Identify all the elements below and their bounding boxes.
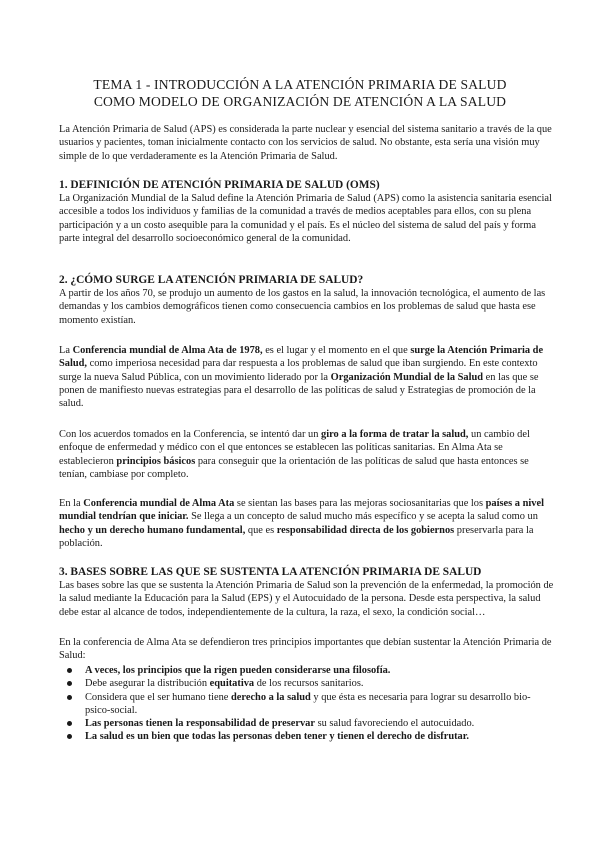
alma-ata-1978: Conferencia mundial de Alma Ata de 1978, [72, 345, 263, 356]
paises-nivel-mundial: países a nivel mundial tendrían que iniciar. [59, 498, 544, 523]
alma-ata-conference: Conferencia mundial de Alma Ata [83, 498, 235, 509]
principles-list [59, 664, 555, 744]
giro-salud: giro a la forma de tratar la salud, [321, 429, 469, 440]
list-item: Las personas tienen la responsabilidad de preservar su salud favoreciendo el autocuidado. [59, 717, 555, 730]
list-item: Considera que el ser humano tiene derecho a la salud y que ésta es necesaria para lograr su desarrollo bio-psico-social. [59, 691, 555, 718]
intro-paragraph: La Atención Primaria de Salud (APS) es considerada la parte nuclear y esencial del sistema sanitario a través de la que usuarios y pacientes, toman inicialmente contacto con los servicios de salud. No obstante, esta sería una visión muy simple de lo que verdaderamente es la Atención Primaria de Salud. [59, 124, 552, 162]
list-item: Debe asegurar la distribución equitativa de los recursos sanitarios. [59, 677, 555, 690]
surge-aps: surge la Atención Primaria de Salud, [59, 345, 544, 370]
section-3-paragraph-1: Las bases sobre las que se sustenta la Atención Primaria de Salud son la prevención de la enfermedad, la promoción de la salud mediante la Educación para la Salud (EPS) y el Autocuidado de la persona. Desde esta perspectiva, la salud debe estar al alcance de todos, independientemente de la cultura, la raza, el sexo, la condición social… [59, 580, 554, 618]
section-1-text: La Organización Mundial de la Salud define la Atención Primaria de Salud (APS) como la asistencia sanitaria esencial accesible a todos los individuos y familias de la comunidad a través de medios aceptables para ellos, con su plena participación y a un costo asequible para la comunidad y el país. Es el núcleo del sistema de salud del país y forma parte integral del desarrollo socioeconómico general de la comunidad. [59, 193, 552, 244]
section-2-paragraph-4: En la Conferencia mundial de Alma Ata se sientan las bases para las mejoras sociosanitarias que los países a nivel mundial tendrían que iniciar. Se llega a un concepto de salud mucho más específico y se acepta la salud como un hecho y un derecho humano fundamental, que es responsabilidad directa de los gobiernos preservarla para la población. [59, 498, 544, 549]
section-2-paragraph-2: La Conferencia mundial de Alma Ata de 1978, es el lugar y el momento en el que surge la Atención Primaria de Salud, como imperiosa necesidad para dar respuesta a los problemas de salud que iban surgiendo. En este contexto surge la nueva Salud Pública, con un movimiento liderado por la Organización Mundial de la Salud en las que se ponen de manifiesto nuevas estrategias para el desarrollo de las políticas de salud y Estrategias de promoción de la salud. [59, 345, 544, 410]
list-item: La salud es un bien que todas las personas deben tener y tienen el derecho de disfrutar. [59, 730, 555, 743]
title-line-2: COMO MODELO DE ORGANIZACIÓN DE ATENCIÓN A LA SALUD [93, 94, 507, 109]
title-line-1: TEMA 1 - INTRODUCCIÓN A LA ATENCIÓN PRIMARIA DE SALUD [93, 77, 507, 92]
section-3-paragraph-2: En la conferencia de Alma Ata se defendieron tres principios importantes que debían sustentar la Atención Primaria de Salud: [59, 637, 552, 662]
section-1 [59, 178, 555, 245]
responsabilidad-gobiernos: responsabilidad directa de los gobiernos [276, 524, 455, 536]
oms-name: Organización Mundial de la Salud [330, 371, 484, 383]
section-1-heading: 1. DEFINICIÓN DE ATENCIÓN PRIMARIA DE SALUD (OMS) [59, 179, 380, 191]
section-2-heading: 2. ¿CÓMO SURGE LA ATENCIÓN PRIMARIA DE SALUD? [59, 274, 364, 286]
list-item: A veces, los principios que la rigen pueden considerarse una filosofía. [59, 664, 555, 677]
section-2 [59, 273, 555, 327]
section-2-paragraph-1: A partir de los años 70, se produjo un aumento de los gastos en la salud, la innovación tecnológica, el aumento de las demandas y los cambios demográficos tienen como consecuencia cambios en los problemas de salud que hasta ese momento existían. [59, 288, 546, 326]
section-2-paragraph-3: Con los acuerdos tomados en la Conferencia, se intentó dar un giro a la forma de tratar la salud, un cambio del enfoque de enfermedad y médico con el que entonces se establecen las políticas sanitarias. En Alma Ata se establecieron principios básicos para conseguir que la orientación de las políticas de salud que hasta entonces se tenían, cambiase por completo. [59, 429, 530, 480]
derecho-fundamental: hecho y un derecho humano fundamental, [59, 524, 246, 536]
document-title [40, 76, 560, 110]
section-3 [59, 565, 555, 619]
section-3-heading: 3. BASES SOBRE LAS QUE SE SUSTENTA LA ATENCIÓN PRIMARIA DE SALUD [59, 566, 482, 578]
principios-basicos: principios básicos [116, 455, 196, 467]
